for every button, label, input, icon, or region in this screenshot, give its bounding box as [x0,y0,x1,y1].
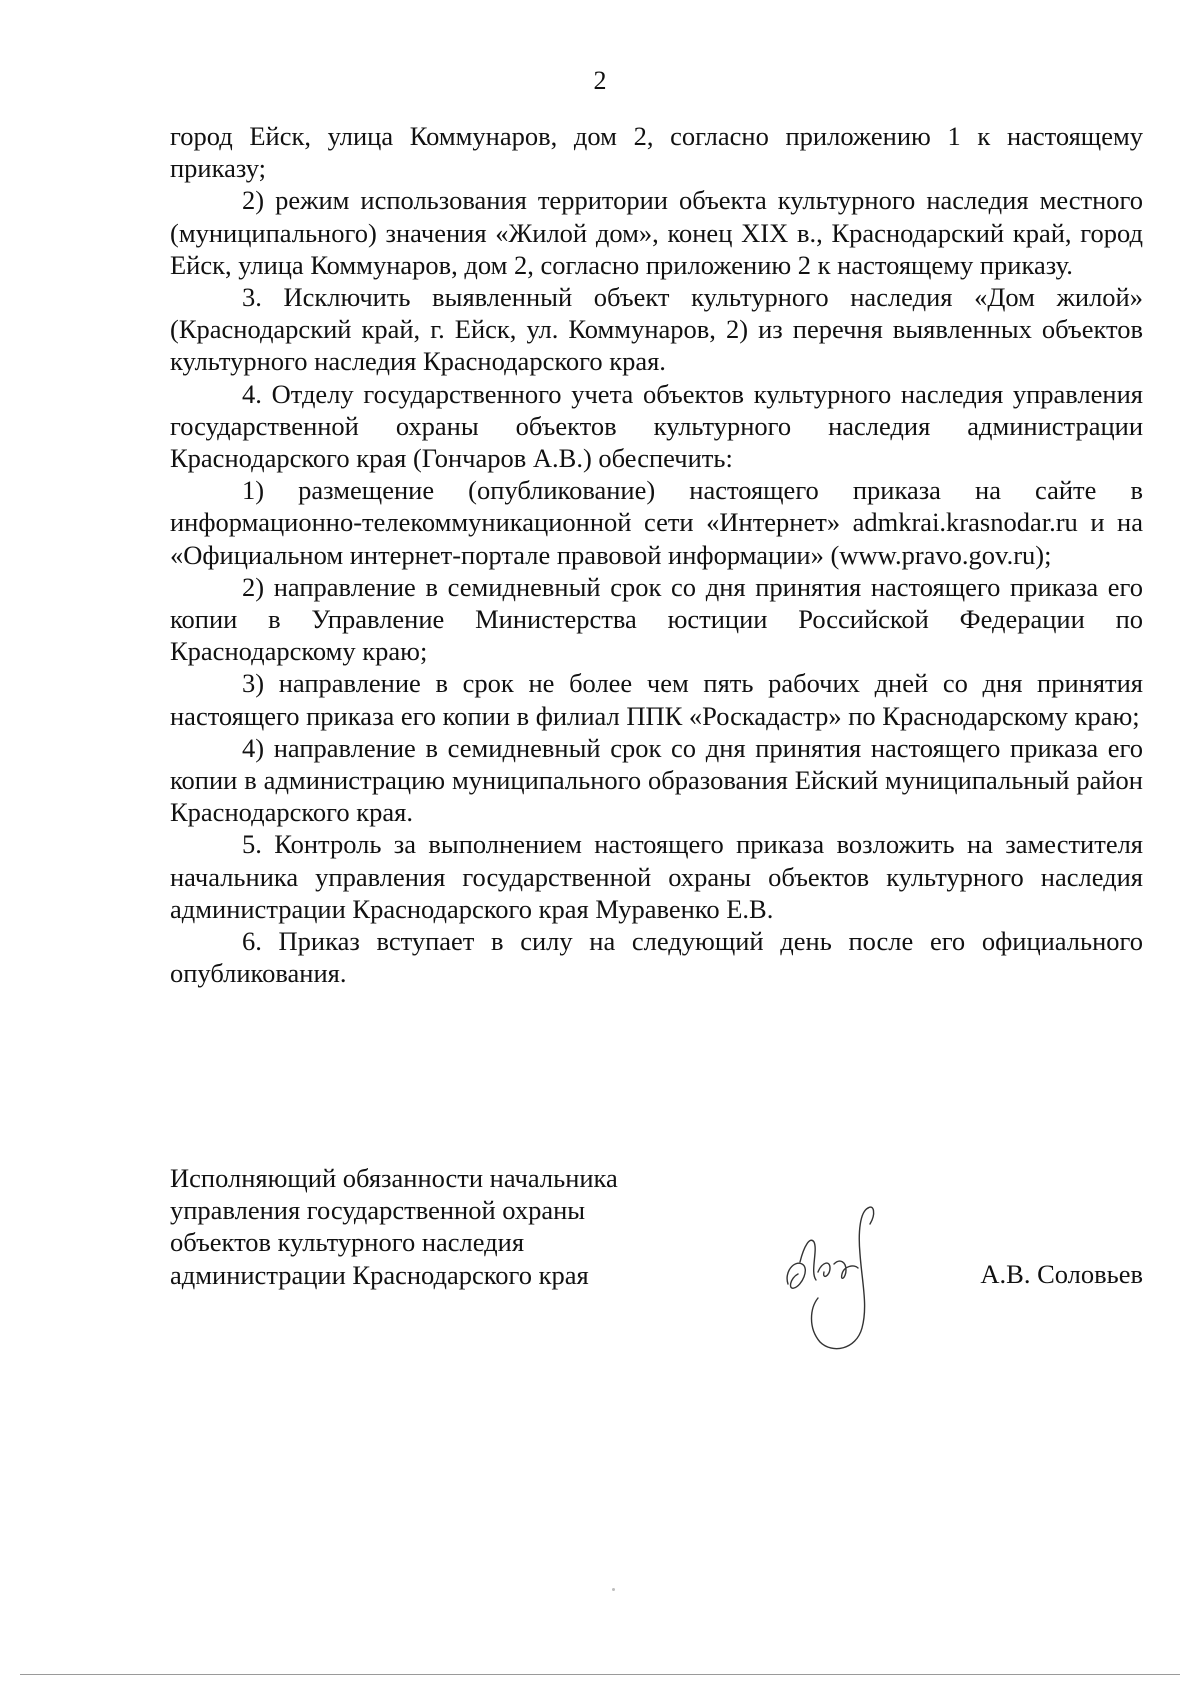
paragraph-continuation: город Ейск, улица Коммунаров, дом 2, согласно приложению 1 к настоящему приказу; [170,121,1143,184]
paragraph-4-4-municipal-administration: 4) направление в семидневный срок со дня принятия настоящего приказа его копии в администрацию муниципального образования Ейский муниципальный район Краснодарского края. [170,732,1143,828]
signature-block [170,1162,1143,1382]
page-bottom-edge-line [20,1674,1180,1675]
paragraph-4-3-roskadastr: 3) направление в срок не более чем пять рабочих дней со дня принятия настоящего приказа его копии в филиал ППК «Роскадастр» по Краснодарскому краю; [170,668,1143,731]
scan-artifact-dot [612,1588,615,1591]
page-number: 2 [593,66,607,95]
handwritten-signature [780,1202,890,1362]
paragraph-4-department-duties: 4. Отделу государственного учета объектов культурного наследия управления государственной охраны объектов культурного наследия администрации Краснодарского края (Гончаров А.В.) обеспечить: [170,378,1143,474]
order-body-text [170,120,1143,989]
paragraph-3-exclude-object: 3. Исключить выявленный объект культурного наследия «Дом жилой» (Краснодарский край, г. Ейск, ул. Коммунаров, 2) из перечня выявленных объектов культурного наследия Краснодарского края. [170,282,1143,377]
signer-position-line: Исполняющий обязанности начальника [170,1163,618,1193]
paragraph-5-control: 5. Контроль за выполнением настоящего приказа возложить на заместителя начальника управления государственной охраны объектов культурного наследия администрации Краснодарского края Муравенко Е.В. [170,829,1143,924]
paragraph-6-entry-into-force: 6. Приказ вступает в силу на следующий день после его официального опубликования. [170,926,1143,989]
signer-position-line: управления государственной охраны [170,1195,586,1226]
signer-position-line: администрации Краснодарского края [170,1259,589,1290]
signer-name: А.В. Соловьев [980,1259,1143,1289]
signer-position-line: объектов культурного наследия [170,1227,525,1258]
paragraph-item-2-usage-regime: 2) режим использования территории объекта культурного наследия местного (муниципального) значения «Жилой дом», конец XIX в., Краснодарский край, город Ейск, улица Коммунаров, дом 2, согласно приложению 2 к настоящему приказу. [170,185,1143,280]
signer-position [170,1162,690,1291]
paragraph-4-2-ministry-of-justice: 2) направление в семидневный срок со дня принятия настоящего приказа его копии в Управление Министерства юстиции Российской Федерации по Краснодарскому краю; [170,571,1143,667]
paragraph-4-1-publication: 1) размещение (опубликование) настоящего приказа на сайте в информационно-телекоммуникационной сети «Интернет» admkrai.krasnodar.ru и на «Официальном интернет-портале правовой информации» (www.pravo.gov.ru); [170,475,1143,570]
